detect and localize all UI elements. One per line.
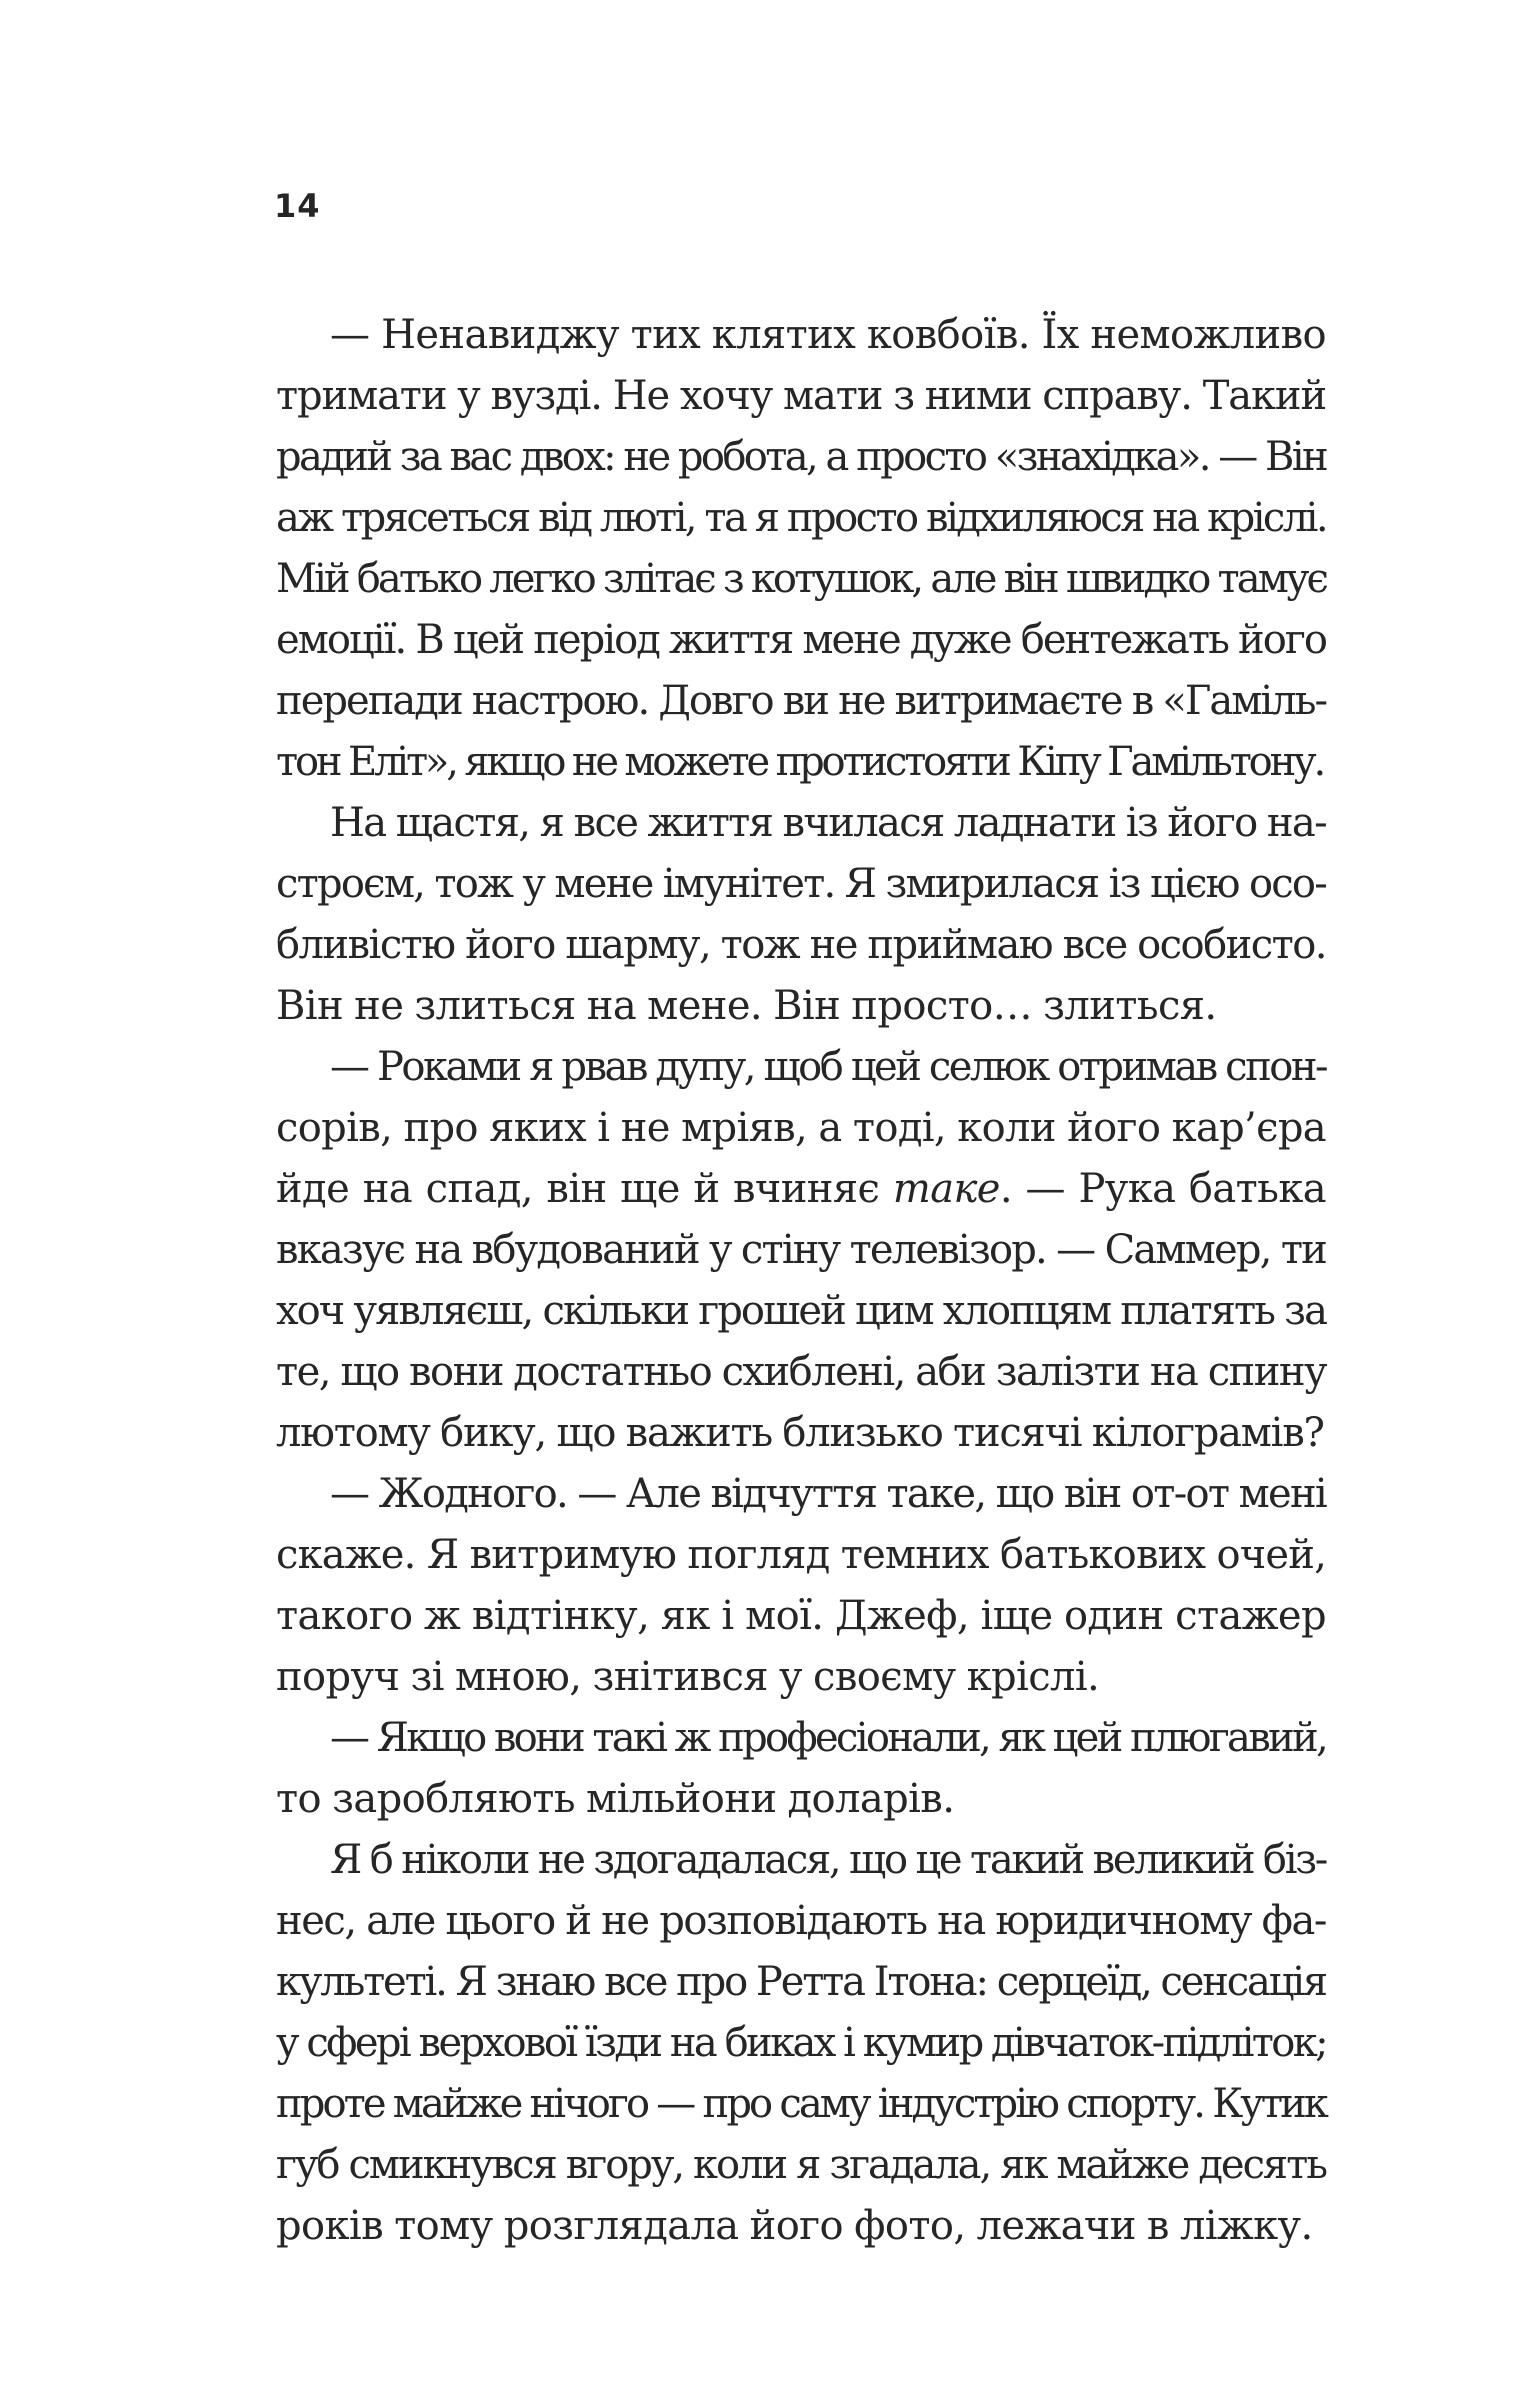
text-segment: йде на спад, він ще й вчиняє bbox=[276, 1166, 893, 1212]
paragraph bbox=[276, 1830, 1326, 2257]
text-line: — Жодного. — Але відчуття таке, що він от-от мені bbox=[330, 1471, 1326, 1517]
text-line: тон Еліт», якщо не можете протистояти Кіпу Гамільтону. bbox=[276, 739, 1324, 785]
text-line: Я б ніколи не здогадалася, що це такий великий біз- bbox=[330, 1837, 1326, 1883]
paragraph bbox=[276, 305, 1326, 793]
text-segment: . — Рука батька bbox=[999, 1166, 1326, 1212]
text-line: те, що вони достатньо схиблені, аби залізти на спину bbox=[276, 1349, 1326, 1395]
text-line: радий за вас двох: не робота, а просто «знахідка». — Він bbox=[276, 434, 1326, 480]
text-line: то заробляють мільйони доларів. bbox=[276, 1776, 955, 1822]
paragraph bbox=[276, 1037, 1326, 1464]
text-line: бливістю його шарму, тож не приймаю все особисто. bbox=[276, 922, 1326, 968]
text-line: строєм, тож у мене імунітет. Я змирилася із цією осо- bbox=[276, 861, 1326, 907]
text-line: такого ж відтінку, як і мої. Джеф, іще один стажер bbox=[276, 1593, 1326, 1639]
text-line: перепади настрою. Довго ви не витримаєте в «Гаміль- bbox=[276, 678, 1326, 724]
text-line: хоч уявляєш, скільки грошей цим хлопцям платять за bbox=[276, 1288, 1326, 1334]
text-line: культеті. Я знаю все про Ретта Ітона: серцеїд, сенсація bbox=[276, 1959, 1326, 2005]
text-line: — Роками я рвав дупу, щоб цей селюк отримав спон- bbox=[330, 1044, 1326, 1090]
text-line: вказує на вбудований у стіну телевізор. — Саммер, ти bbox=[276, 1227, 1326, 1273]
text-line: скаже. Я витримую погляд темних батькових очей, bbox=[276, 1532, 1326, 1578]
text-line: нес, але цього й не розповідають на юридичному фа- bbox=[276, 1898, 1326, 1944]
text-line: сорів, про яких і не мріяв, а тоді, коли його кар’єра bbox=[276, 1105, 1326, 1151]
text-line: років тому розглядала його фото, лежачи в ліжку. bbox=[276, 2203, 1313, 2249]
text-line: поруч зі мною, знітився у своєму кріслі. bbox=[276, 1654, 1100, 1700]
text-line: — Якщо вони такі ж професіонали, як цей плюгавий, bbox=[330, 1715, 1326, 1761]
body-text bbox=[276, 305, 1326, 2257]
text-line: губ смикнувся вгору, коли я згадала, як майже десять bbox=[276, 2142, 1326, 2188]
text-line: емоції. В цей період життя мене дуже бентежать його bbox=[276, 617, 1326, 663]
text-line: Він не злиться на мене. Він просто… злиться. bbox=[276, 983, 1217, 1029]
text-line: Мій батько легко злітає з котушок, але він швидко тамує bbox=[276, 556, 1326, 602]
paragraph bbox=[276, 1708, 1326, 1830]
text-line: — Ненавиджу тих клятих ковбоїв. Їх неможливо bbox=[330, 312, 1326, 358]
text-line: лютому бику, що важить близько тисячі кілограмів? bbox=[276, 1410, 1324, 1456]
page-number: 14 bbox=[274, 187, 321, 225]
text-line bbox=[276, 1159, 1326, 1220]
text-line: тримати у вузді. Не хочу мати з ними справу. Такий bbox=[276, 373, 1326, 419]
text-line: На щастя, я все життя вчилася ладнати із його на- bbox=[330, 800, 1326, 846]
paragraph bbox=[276, 793, 1326, 1037]
text-line: у сфері верхової їзди на биках і кумир дівчаток-підліток; bbox=[276, 2020, 1326, 2066]
text-line: аж трясеться від люті, та я просто відхиляюся на кріслі. bbox=[276, 495, 1326, 541]
text-line: проте майже нічого — про саму індустрію спорту. Кутик bbox=[276, 2081, 1326, 2127]
italic-emphasis: таке bbox=[892, 1166, 1000, 1212]
paragraph bbox=[276, 1464, 1326, 1708]
